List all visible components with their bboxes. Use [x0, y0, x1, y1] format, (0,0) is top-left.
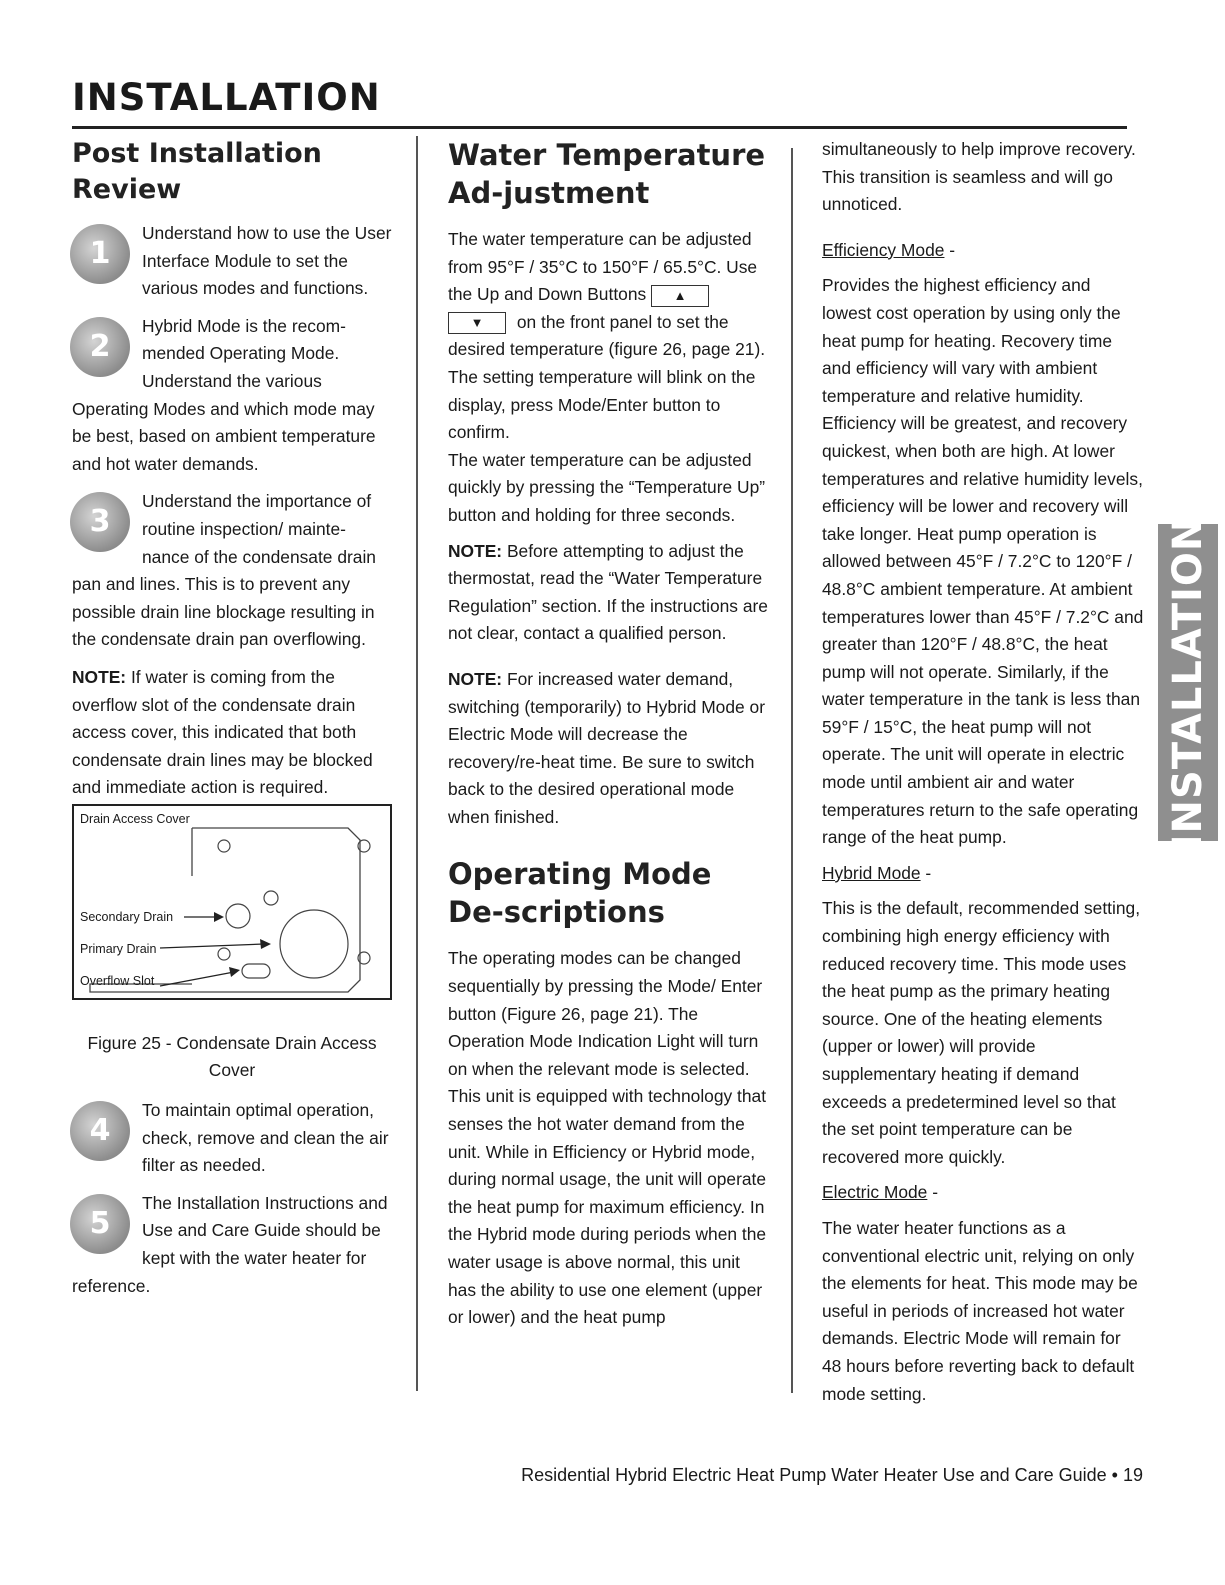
- review-item-2: [72, 313, 392, 479]
- page-header-title: INSTALLATION: [72, 76, 381, 119]
- paragraph-text: The water temperature can be adjusted from 95°F / 35°C to 150°F / 65.5°C. Use the Up and Down Buttons: [448, 229, 758, 305]
- condensate-note: [72, 664, 392, 802]
- column-divider-left: [416, 136, 418, 1391]
- drain-access-cover-figure: [72, 804, 392, 1000]
- note-label: NOTE:: [448, 540, 503, 561]
- drain-access-cover-diagram: [74, 806, 390, 998]
- heading-dash: -: [944, 239, 956, 260]
- water-temperature-paragraph-1: [448, 226, 770, 447]
- post-installation-review-title: Post Installation Review: [72, 138, 322, 205]
- down-button-icon: ▼: [448, 312, 506, 334]
- continuation-paragraph: simultaneously to help improve recovery. This transition is seamless and will go unnoticed.: [822, 139, 1136, 215]
- review-item-text: Understand how to use the User Interface Module to set the various modes and functions.: [142, 223, 392, 299]
- note-text: Before attempting to adjust the thermostat, read the “Water Temperature Regulation” section. If the instructions are not clear, contact a qualified person.: [448, 540, 768, 644]
- step-number-icon: 4: [70, 1101, 130, 1161]
- review-item-text: To maintain optimal operation, check, remove and clean the air filter as needed.: [142, 1100, 389, 1176]
- note-text: If water is coming from the overflow slot of the condensate drain access cover, this indicated that both condensate drain lines may be blocked and immediate action is required.: [72, 666, 373, 798]
- review-item-text: The Installation Instructions and Use and Care Guide should be kept with the water heater for reference.: [72, 1192, 388, 1296]
- step-number-icon: 2: [70, 317, 130, 377]
- hybrid-mode-heading: [822, 860, 1144, 888]
- paragraph-text: on the front panel to set the desired temperature (figure 26, page 21). The setting temperature will blink on the display, press Mode/Enter button to confirm.: [448, 311, 766, 443]
- up-button-icon: ▲: [651, 285, 709, 307]
- column-divider-right: [791, 148, 793, 1393]
- water-temperature-paragraph-2: The water temperature can be adjusted quickly by pressing the “Temperature Up” button and holding for three seconds.: [448, 449, 766, 525]
- hybrid-mode-title: Hybrid Mode: [822, 862, 921, 883]
- figure-caption: Figure 25 - Condensate Drain Access Cover: [87, 1032, 377, 1081]
- review-item-1: [72, 220, 392, 303]
- efficiency-mode-title: Efficiency Mode: [822, 239, 945, 260]
- electric-mode-text: The water heater functions as a conventional electric unit, relying on only the elements for heat. This mode may be useful in periods of increased hot water demands. Electric Mode will remain for 48 hours before reverting back to default mode setting.: [822, 1217, 1138, 1404]
- review-item-4: [72, 1097, 392, 1180]
- side-section-tab: [1158, 516, 1218, 849]
- efficiency-mode-heading: [822, 237, 1144, 265]
- operating-mode-paragraph-1: The operating modes can be changed sequentially by pressing the Mode/ Enter button (Figure 26, page 21). The Operation Mode Indication Light will turn on when the relevant mode is selected.: [448, 948, 763, 1079]
- column-2: [448, 136, 770, 1332]
- step-number-icon: 3: [70, 492, 130, 552]
- operating-mode-paragraph-2: This unit is equipped with technology that senses the hot water demand from the unit. While in Efficiency or Hybrid mode, during normal usage, the unit will operate the heat pump for maximum efficiency. In the Hybrid mode during periods when the water usage is above normal, this unit has the ability to use one element (upper or lower) and the heat pump: [448, 1086, 767, 1328]
- efficiency-mode-text: Provides the highest efficiency and lowest cost operation by using only the heat pump for heating. Recovery time and efficiency will vary with ambient temperature and relative humidity. Efficiency will be greatest, and recovery quickest, when both are high. At lower temperatures and relative humidity levels, efficiency will be lower and recovery will take longer. Heat pump operation is allowed between 45°F / 7.2°C to 120°F / 48.8°C ambient temperature. At ambient temperatures lower than 45°F / 7.2°C and greater than 120°F / 48.8°C, the heat pump will not operate. Similarly, if the water temperature in the tank is less than 59°F / 15°C, the heat pump will not operate. The unit will operate in electric mode until ambient air and water temperatures return to the safe operating range of the heat pump.: [822, 275, 1144, 848]
- figure-label-drain-access-cover: Drain Access Cover: [80, 811, 190, 826]
- figure-label-overflow-slot: Overflow Slot: [80, 973, 155, 988]
- note-label: NOTE:: [72, 666, 127, 687]
- column-3: [822, 136, 1144, 1408]
- header-rule: [72, 126, 1127, 129]
- step-number-icon: 1: [70, 224, 130, 284]
- review-item-text: Hybrid Mode is the recom-mended Operating Mode. Understand the various Operating Modes and which mode may be best, based on ambient temperature and hot water demands.: [72, 315, 376, 474]
- electric-mode-heading: [822, 1179, 1144, 1207]
- heading-dash: -: [927, 1182, 938, 1203]
- page-footer: Residential Hybrid Electric Heat Pump Water Heater Use and Care Guide • 19: [521, 1465, 1143, 1485]
- review-item-5: [72, 1190, 392, 1300]
- note-label: NOTE:: [448, 668, 503, 689]
- review-item-text: Understand the importance of routine inspection/ mainte-nance of the condensate drain pan and lines. This is to prevent any possible drain line blockage resulting in the condensate drain pan overflowing.: [72, 491, 376, 650]
- water-demand-note: [448, 666, 770, 832]
- electric-mode-title: Electric Mode: [822, 1182, 928, 1203]
- figure-label-primary-drain: Primary Drain: [80, 941, 157, 956]
- thermostat-note: [448, 538, 770, 648]
- operating-mode-title: Operating Mode De-scriptions: [448, 857, 712, 930]
- step-number-icon: 5: [70, 1194, 130, 1254]
- note-text: For increased water demand, switching (temporarily) to Hybrid Mode or Electric Mode will decrease the recovery/re-heat time. Be sure to switch back to the desired operational mode when finished.: [448, 668, 765, 827]
- column-1: [72, 136, 392, 1310]
- figure-label-secondary-drain: Secondary Drain: [80, 909, 174, 924]
- hybrid-mode-text: This is the default, recommended setting, combining high energy efficiency with reduced recovery time. This mode uses the heat pump as the primary heating source. One of the heating elements (upper or lower) will provide supplementary heating if demand exceeds a predetermined level so that the set point temperature can be recovered more quickly.: [822, 898, 1141, 1167]
- water-temperature-title: Water Temperature Ad-justment: [448, 138, 766, 210]
- heading-dash: -: [920, 862, 932, 883]
- side-tab-label: INSTALLATION: [1165, 516, 1211, 849]
- review-item-3: [72, 488, 392, 654]
